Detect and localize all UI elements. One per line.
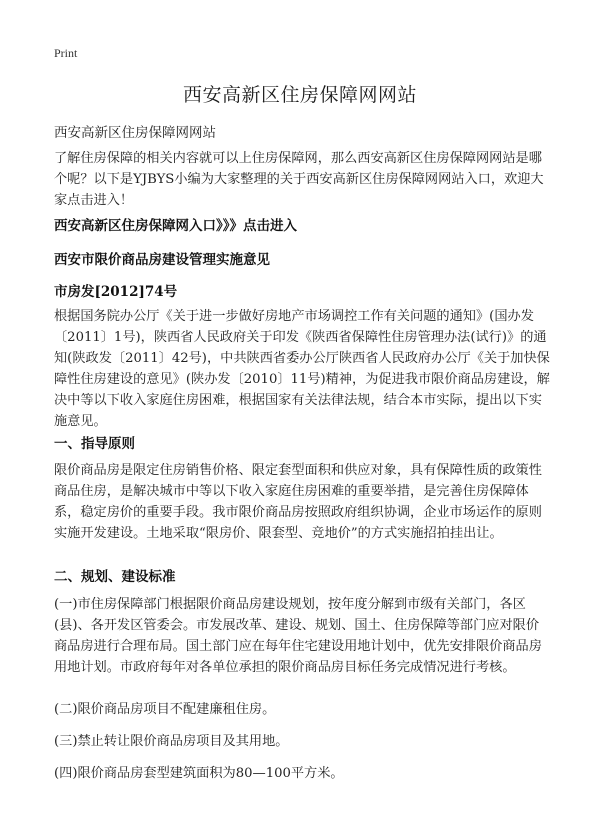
- basis-paragraph: 根据国务院办公厅《关于进一步做好房地产市场调控工作有关问题的通知》(国办发〔2011〕1号)，陕西省人民政府关于印发《陕西省保障性住房管理办法(试行)》的通知(陕政发〔2011〕42号)，中共陕西省委办公厅陕西省人民政府办公厅《关于加快保障性住房建设的意见》(陕办发〔2010〕11号)精神，为促进我市限价商品房建设，解决中等以下收入家庭住房困难，根据国家有关法律法规，结合本市实际，提出以下实施意见。: [54, 309, 550, 429]
- standards-item: (一)市住房保障部门根据限价商品房建设规划，按年度分解到市级有关部门，各区(县)、各开发区管委会。市发展改革、建设、规划、国土、住房保障等部门应对限价商品房进行合理布局。国土部门应在每年住宅建设用地计划中，优先安排限价商品房用地计划。市政府每年对各单位承担的限价商品房目标任务完成情况进行考核。: [54, 597, 542, 675]
- intro-paragraph: 了解住房保障的相关内容就可以上住房保障网，那么西安高新区住房保障网网站是哪个呢？以下是YJBYS小编为大家整理的关于西安高新区住房保障网网站入口，欢迎大家点击进入！: [54, 151, 544, 208]
- section-heading-planning-standards: 二、规划、建设标准: [54, 569, 176, 585]
- section-heading-guiding-principles: 一、指导原则: [54, 436, 135, 452]
- guiding-principles-paragraph: 限价商品房是限定住房销售价格、限定套型面积和供应对象，具有保障性质的政策性商品住房，是解决城市中等以下收入家庭住房困难的重要举措，是完善住房保障体系，稳定房价的重要手段。我市限价商品房按照政府组织协调，企业市场运作的原则实施开发建设。土地采取“限房价、限套型、竞地价”的方式实施招拍挂出让。: [54, 463, 542, 541]
- standards-item: (二)限价商品房项目不配建廉租住房。: [54, 702, 276, 717]
- standards-item: (三)禁止转让限价商品房项目及其用地。: [54, 734, 289, 749]
- standards-item: (四)限价商品房套型建筑面积为80—100平方米。: [54, 766, 344, 781]
- entry-link[interactable]: 西安高新区住房保障网入口》》》点击进入: [54, 218, 297, 234]
- print-label[interactable]: Print: [54, 46, 78, 60]
- document-number: 市房发[2012]74号: [54, 284, 178, 300]
- document-title: 西安市限价商品房建设管理实施意见: [54, 252, 270, 268]
- page-title: 西安高新区住房保障网网站: [182, 84, 417, 106]
- site-subtitle: 西安高新区住房保障网网站: [54, 125, 216, 141]
